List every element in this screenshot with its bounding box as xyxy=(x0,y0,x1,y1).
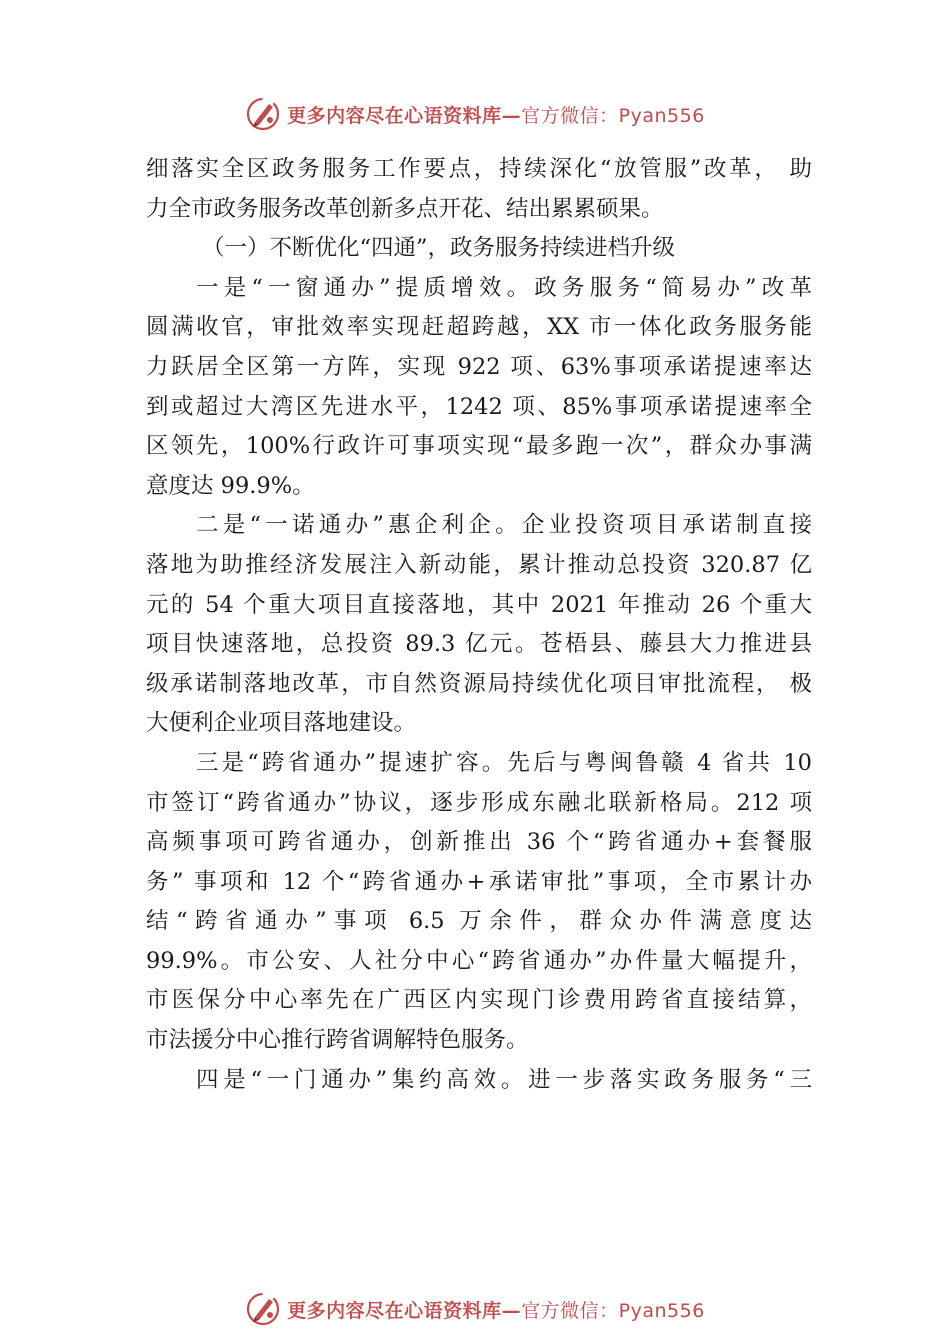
text-line: 结“跨省通办”事项 6.5 万余件，群众办件满意度达 xyxy=(146,908,812,935)
paragraph-intro xyxy=(146,150,812,229)
pen-seal-logo-icon xyxy=(245,96,281,132)
text-line: 务” 事项和 12 个“跨省通办+承诺审批”事项，全市累计办 xyxy=(146,868,812,895)
text-line: 意度达 99.9%。 xyxy=(146,472,315,499)
text-line: 元的 54 个重大项目直接落地，其中 2021 年推动 26 个重大 xyxy=(146,591,812,618)
text-line: 四是“一门通办”集约高效。进一步落实政务服务“三 xyxy=(196,1066,812,1093)
text-line: 市签订“跨省通办”协议，逐步形成东融北联新格局。212 项 xyxy=(146,789,812,816)
section-heading xyxy=(146,229,812,269)
text-line: 市法援分中心推行跨省调解特色服务。 xyxy=(146,1027,529,1054)
pen-seal-logo-icon xyxy=(245,1291,281,1327)
text-line: 到或超过大湾区先进水平，1242 项、85%事项承诺提速率全 xyxy=(146,393,812,420)
text-line: 落地为助推经济发展注入新动能，累计推动总投资 320.87 亿 xyxy=(146,551,812,578)
text-line: 细落实全区政务服务工作要点，持续深化“放管服”改革， 助 xyxy=(146,156,812,182)
text-line: 力全市政务服务改革创新多点开花、结出累累硕果。 xyxy=(146,195,664,222)
text-line: 级承诺制落地改革，市自然资源局持续优化项目审批流程， 极 xyxy=(146,670,812,697)
text-line: 高频事项可跨省通办，创新推出 36 个“跨省通办+套餐服 xyxy=(146,829,812,856)
paragraph-commitment-service xyxy=(146,506,812,744)
section-heading-text: （一）不断优化“四通”，政务服务持续进档升级 xyxy=(202,235,676,262)
text-line: 二是“一诺通办”惠企利企。企业投资项目承诺制直接 xyxy=(196,512,812,539)
paragraph-cross-province-service xyxy=(146,744,812,1061)
header-watermark-banner xyxy=(0,94,950,134)
paragraph-one-door-service xyxy=(146,1061,812,1101)
paragraph-window-service xyxy=(146,269,812,507)
footer-watermark-banner xyxy=(0,1289,950,1329)
text-line: 市医保分中心率先在广西区内实现门诊费用跨省直接结算， xyxy=(146,987,812,1014)
text-line: 99.9%。市公安、人社分中心“跨省通办”办件量大幅提升， xyxy=(146,947,812,974)
watermark-text: 更多内容尽在心语资料库—官方微信：Pyan556 xyxy=(287,104,705,127)
text-line: 力跃居全区第一方阵，实现 922 项、63%事项承诺提速率达 xyxy=(146,353,812,380)
text-line: 区领先，100%行政许可事项实现“最多跑一次”，群众办事满 xyxy=(146,433,812,460)
text-line: 一是“一窗通办”提质增效。政务服务“简易办”改革 xyxy=(196,274,812,301)
text-line: 三是“跨省通办”提速扩容。先后与粤闽鲁赣 4 省共 10 xyxy=(196,749,812,776)
document-body xyxy=(146,150,812,1100)
watermark-text: 更多内容尽在心语资料库—官方微信：Pyan556 xyxy=(287,1299,705,1322)
text-line: 大便利企业项目落地建设。 xyxy=(146,710,417,737)
text-line: 项目快速落地，总投资 89.3 亿元。苍梧县、藤县大力推进县 xyxy=(146,631,812,658)
text-line: 圆满收官，审批效率实现赶超跨越，XX 市一体化政务服务能 xyxy=(146,314,812,341)
